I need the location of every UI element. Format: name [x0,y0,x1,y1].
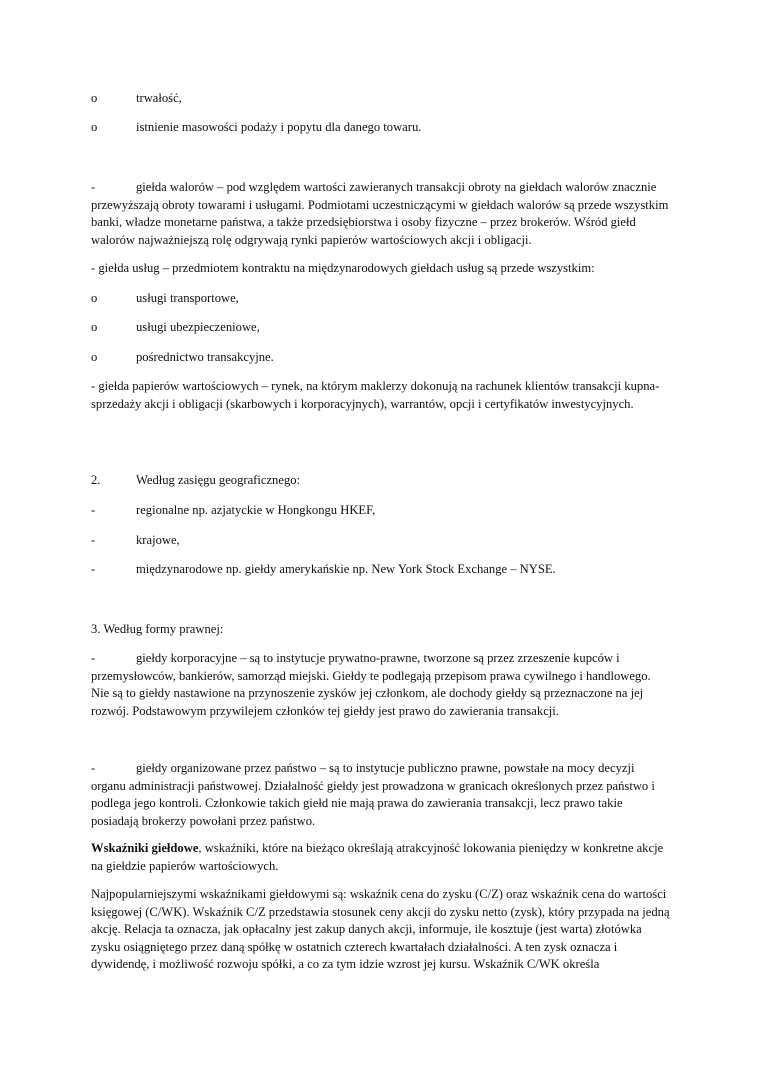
list-bullet: - [91,562,96,576]
list-item: międzynarodowe np. giełdy amerykańskie np. New York Stock Exchange – NYSE. [136,562,556,576]
list-bullet: - [91,651,96,665]
section-number: 2. [91,473,101,487]
list-item: pośrednictwo transakcyjne. [136,350,274,364]
list-bullet: o [91,291,98,305]
list-item: krajowe, [136,533,180,547]
list-item: regionalne np. azjatyckie w Hongkongu HKEF, [136,503,376,517]
list-item: trwałość, [136,91,182,105]
paragraph-gieldy-korporacyjne: giełdy korporacyjne – są to instytucje prywatno-prawne, tworzone są przez zrzeszenie kupców i przemysłowców, bankierów, samorząd miejski. Giełdy te podlegają przepisom prawa cywilnego i handlowego. Nie są to giełdy nastawione na przynoszenie zysków jej członkom, ale dochody giełdy są przeznaczone na jej rozwój. Podstawowym przywilejem członków tej giełdy jest prawo do zawierania transakcji. [91,651,651,718]
paragraph-gielda-uslug: - giełda usług – przedmiotem kontraktu na międzynarodowych giełdach usług są przede wszystkim: [91,261,595,275]
paragraph-najpopularniejsze: Najpopularniejszymi wskaźnikami giełdowymi są: wskaźnik cena do zysku (C/Z) oraz wskaźnik cena do wartości księgowej (C/WK). Wskaźnik C/Z przedstawia stosunek ceny akcji do zysku netto (zysk), który przypada na jedną akcję. Relacja ta oznacza, jak opłacalny jest zakup danych akcji, informuje, ile kosztuje (jest warta) złotówka zysku osiągniętego przez daną spółkę w ostatnich czterech kwartałach działalności. A ten zysk oznacza i dywidendę, i możliwość rozwoju spółki, a co za tym idzie wzrost jej kursu. Wskaźnik C/WK określa [91,887,670,972]
list-item: usługi ubezpieczeniowe, [136,320,260,334]
bold-term: Wskaźniki giełdowe [91,841,199,855]
paragraph-gielda-walorow: giełda walorów – pod względem wartości zawieranych transakcji obroty na giełdach walorów znacznie przewyższają obroty towarami i usługami. Podmiotami uczestniczącymi w giełdach walorów są przede wszystkim banki, władze monetarne państwa, a także przedsiębiorstwa i osoby fizyczne – przez brokerów. Wśród giełd walorów najważniejszą rolę odgrywają rynki papierów wartościowych akcji i obligacji. [91,180,669,247]
list-bullet: - [91,503,96,517]
list-item: istnienie masowości podaży i popytu dla danego towaru. [136,120,422,134]
list-bullet: - [91,761,96,775]
list-bullet: - [91,180,96,194]
list-bullet: o [91,120,98,134]
list-bullet: - [91,533,96,547]
list-item: usługi transportowe, [136,291,239,305]
section-heading: 3. Według formy prawnej: [91,622,224,636]
paragraph-gieldy-panstwowe: giełdy organizowane przez państwo – są to instytucje publiczno prawne, powstałe na mocy decyzji organu administracji państwowej. Działalność giełdy jest prowadzona w granicach określonych przez państwo i podlega jego kontroli. Członkowie takich giełd nie mają prawa do zawierania transakcji, lecz prawo takie posiadają brokerzy powołani przez państwo. [91,761,655,828]
list-bullet: o [91,350,98,364]
paragraph-wskazniki [91,840,671,875]
paragraph-gielda-papierow: - giełda papierów wartościowych – rynek, na którym maklerzy dokonują na rachunek klientów transakcji kupna-sprzedaży akcji i obligacji (skarbowych i korporacyjnych), warrantów, opcji i certyfikatów inwestycyjnych. [91,379,660,411]
list-bullet: o [91,91,98,105]
section-heading: Według zasięgu geograficznego: [136,473,301,487]
term-definition: , wskaźniki, które na bieżąco określają atrakcyjność lokowania pieniędzy w konkretne akcje na giełdzie papierów wartościowych. [91,841,664,873]
list-bullet: o [91,320,98,334]
